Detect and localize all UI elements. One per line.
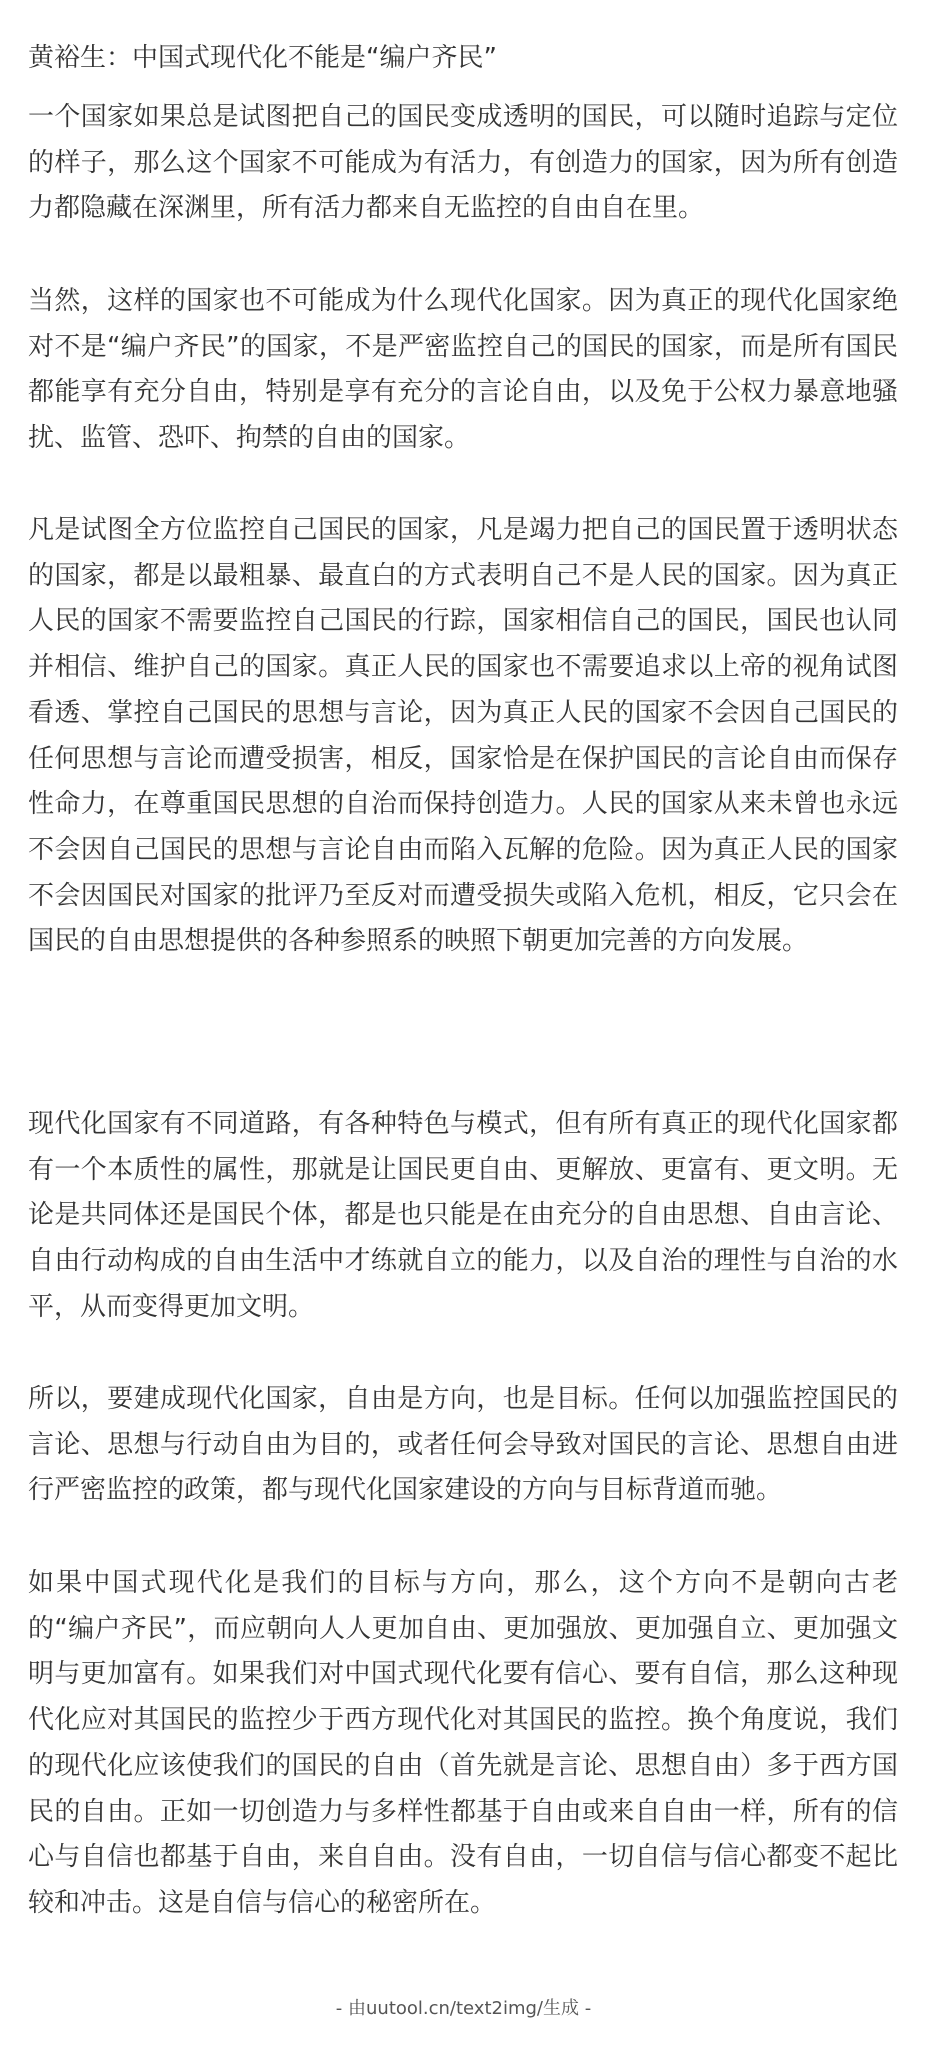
generator-footer: - 由uutool.cn/text2img/生成 - — [335, 1998, 592, 2019]
paragraph-4: 现代化国家有不同道路，有各种特色与模式，但有所有真正的现代化国家都有一个本质性的属性，那就是让国民更自由、更解放、更富有、更文明。无论是共同体还是国民个体，都是也只能是在由充分的自由思想、自由言论、自由行动构成的自由生活中才练就自立的能力，以及自治的理性与自治的水平，从而变得更加文明。 — [28, 1109, 898, 1322]
article-title: 黄裕生：中国式现代化不能是“编户齐民” — [28, 43, 497, 73]
paragraph-5: 所以，要建成现代化国家，自由是方向，也是目标。任何以加强监控国民的言论、思想与行动自由为目的，或者任何会导致对国民的言论、思想自由进行严密监控的政策，都与现代化国家建设的方向与目标背道而驰。 — [28, 1384, 898, 1506]
paragraph-2: 当然，这样的国家也不可能成为什么现代化国家。因为真正的现代化国家绝对不是“编户齐民”的国家，不是严密监控自己的国民的国家，而是所有国民都能享有充分自由，特别是享有充分的言论自由，以及免于公权力暴意地骚扰、监管、恐吓、拘禁的自由的国家。 — [28, 286, 898, 454]
paragraph-1: 一个国家如果总是试图把自己的国民变成透明的国民，可以随时追踪与定位的样子，那么这个国家不可能成为有活力，有创造力的国家，因为所有创造力都隐藏在深渊里，所有活力都来自无监控的自由自在里。 — [28, 102, 898, 224]
paragraph-6: 如果中国式现代化是我们的目标与方向，那么，这个方向不是朝向古老的“编户齐民”，而应朝向人人更加自由、更加强放、更加强自立、更加强文明与更加富有。如果我们对中国式现代化要有信心、要有自信，那么这种现代化应对其国民的监控少于西方现代化对其国民的监控。换个角度说，我们的现代化应该使我们的国民的自由（首先就是言论、思想自由）多于西方国民的自由。正如一切创造力与多样性都基于自由或来自自由一样，所有的信心与自信也都基于自由，来自自由。没有自由，一切自信与信心都变不起比较和冲击。这是自信与信心的秘密所在。 — [28, 1568, 898, 1918]
paragraph-3: 凡是试图全方位监控自己国民的国家，凡是竭力把自己的国民置于透明状态的国家，都是以最粗暴、最直白的方式表明自己不是人民的国家。因为真正人民的国家不需要监控自己国民的行踪，国家相信自己的国民，国民也认同并相信、维护自己的国家。真正人民的国家也不需要追求以上帝的视角试图看透、掌控自己国民的思想与言论，因为真正人民的国家不会因自己国民的任何思想与言论而遭受损害，相反，国家恰是在保护国民的言论自由而保存性命力，在尊重国民思想的自治而保持创造力。人民的国家从来未曾也永远不会因自己国民的思想与言论自由而陷入瓦解的危险。因为真正人民的国家不会因国民对国家的批评乃至反对而遭受损失或陷入危机，相反，它只会在国民的自由思想提供的各种参照系的映照下朝更加完善的方向发展。 — [28, 515, 898, 957]
